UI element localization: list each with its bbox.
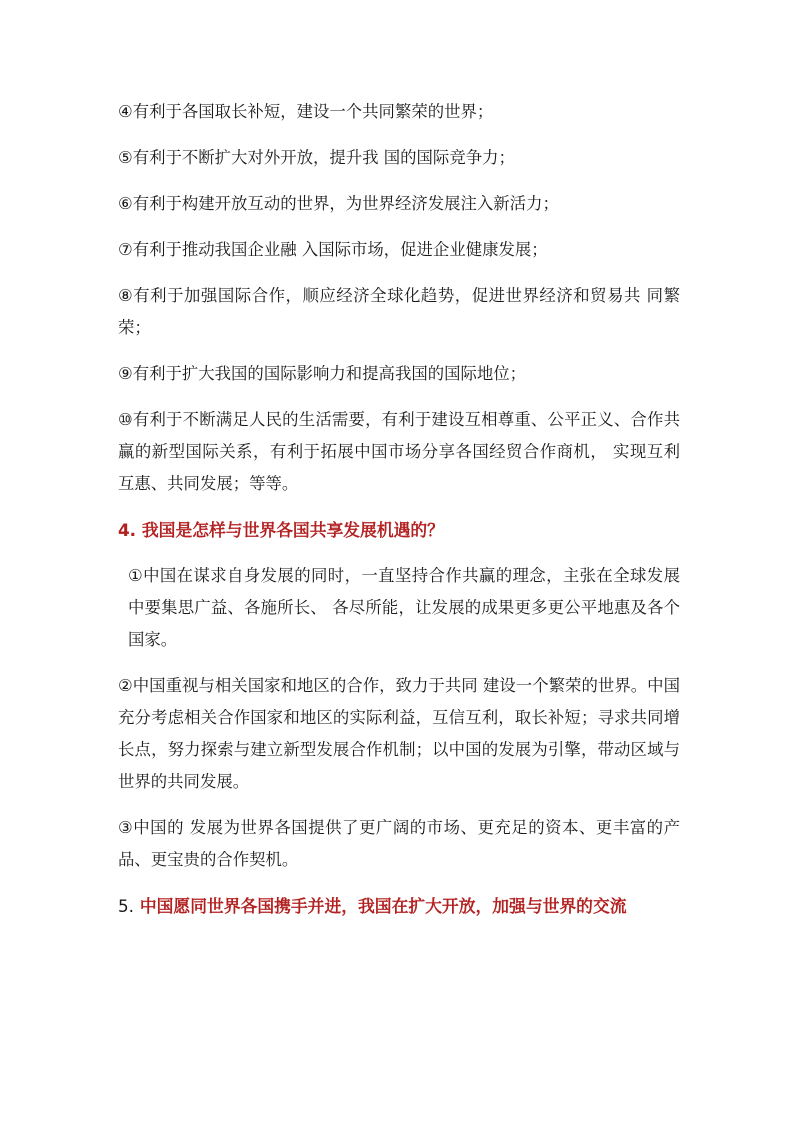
question-5-text: 中国愿同世界各国携手并进，我国在扩大开放，加强与世界的交流 [139, 896, 627, 916]
question-4-heading: 4. 我国是怎样与世界各国共享发展机遇的？ [118, 520, 444, 540]
question-5-heading [118, 890, 680, 922]
q4-answer-2: ②中国重视与相关国家和地区的合作，致力于共同 建设一个繁荣的世界。中国充分考虑相关合作国家和地区的实际利益，互信互利，取长补短；寻求共同增 长点，努力探索与建立新型发展合作机制；以中国的发展为引擎，带动区域与世界的共同发展。 [118, 676, 680, 791]
point-9: ⑨有利于扩大我国的国际影响力和提高我国的国际地位； [118, 364, 527, 383]
point-7: ⑦有利于推动我国企业融 入国际市场，促进企业健康发展； [118, 240, 548, 259]
point-6: ⑥有利于构建开放互动的世界，为世界经济发展注入新活力； [118, 194, 559, 213]
document-page [118, 96, 680, 936]
question-5-number: 5. [118, 896, 135, 916]
point-10: ⑩有利于不断满足人民的生活需要，有利于建设互相尊重、公平正义、合作共赢的新型国际关系，有利于拓展中国市场分享各国经贸合作商机， 实现互利互惠、共同发展；等等。 [118, 410, 680, 493]
point-5: ⑤有利于不断扩大对外开放，提升我 国的国际竞争力； [118, 148, 515, 167]
q4-answer-1: ①中国在谋求自身发展的同时，一直坚持合作共赢的理念，主张在全球发展中要集思广益、各施所长、 各尽所能，让发展的成果更多更公平地惠及各个国家。 [128, 566, 680, 649]
q4-answer-3: ③中国的 发展为世界各国提供了更广阔的市场、更充足的资本、更丰富的产品、更宝贵的合作契机。 [118, 818, 680, 869]
point-4: ④有利于各国取长补短，建设一个共同繁荣的世界； [118, 102, 494, 121]
point-8: ⑧有利于加强国际合作，顺应经济全球化趋势，促进世界经济和贸易共 同繁荣； [118, 286, 680, 337]
